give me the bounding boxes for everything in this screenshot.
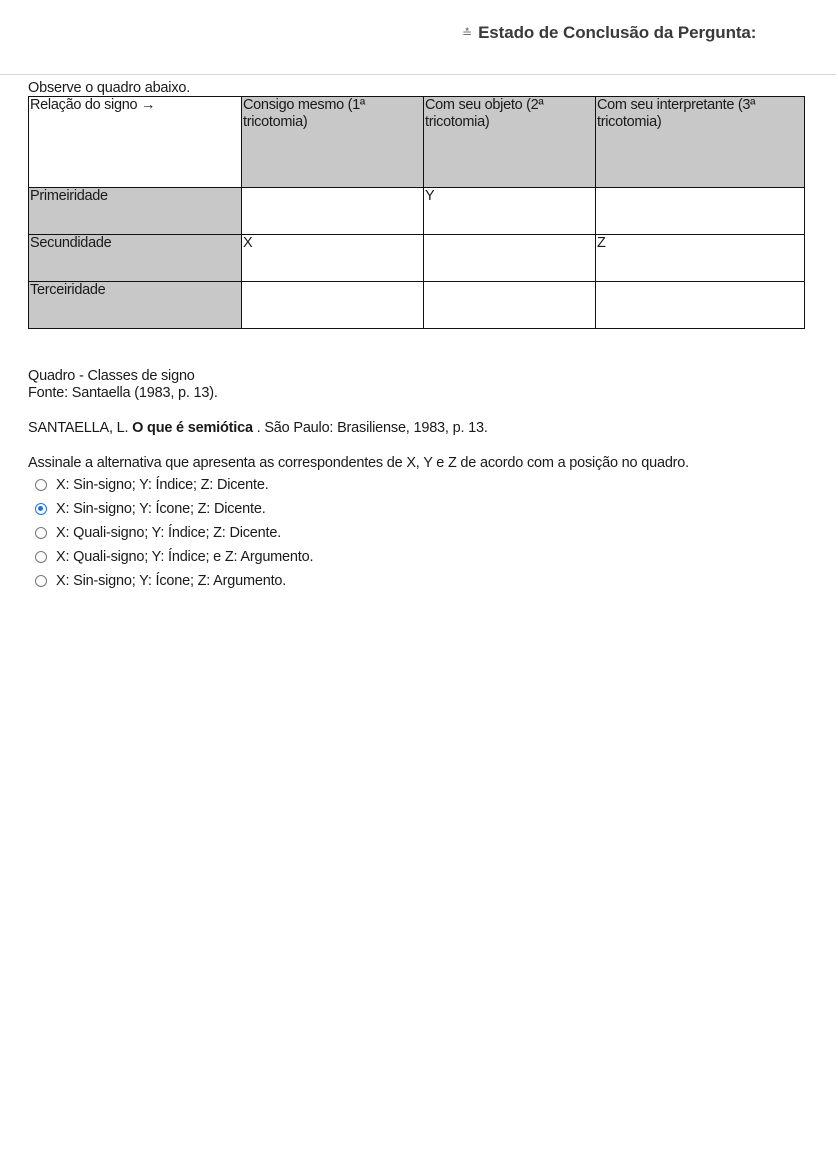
answer-option-label: X: Sin-signo; Y: Índice; Z: Dicente. xyxy=(56,477,269,493)
reference-title: O que é semiótica xyxy=(132,420,253,436)
table-cell xyxy=(242,282,424,329)
table-cell xyxy=(424,235,596,282)
caption-title: Quadro - Classes de signo xyxy=(28,368,195,384)
table-cell xyxy=(424,282,596,329)
question-intro: Observe o quadro abaixo. xyxy=(28,80,191,96)
radio-button[interactable] xyxy=(35,527,47,539)
table-caption xyxy=(28,368,808,402)
table-cell: Z xyxy=(596,235,805,282)
table-cell: Y xyxy=(424,188,596,235)
table-row xyxy=(29,282,805,329)
answer-options xyxy=(28,473,808,593)
table-row xyxy=(29,188,805,235)
answer-option[interactable] xyxy=(28,569,808,593)
table-cell xyxy=(596,188,805,235)
radio-button[interactable] xyxy=(35,575,47,587)
table-header-cell: Com seu objeto (2ª tricotomia) xyxy=(424,97,596,188)
table-header-cell: Consigo mesmo (1ª tricotomia) xyxy=(242,97,424,188)
answer-option-label: X: Sin-signo; Y: Ícone; Z: Argumento. xyxy=(56,573,287,589)
question-prompt: Assinale a alternativa que apresenta as correspondentes de X, Y e Z de acordo com a posição no quadro. xyxy=(28,455,690,471)
table-cell xyxy=(596,282,805,329)
answer-option[interactable] xyxy=(28,473,808,497)
table-row-label: Secundidade xyxy=(29,235,242,282)
reference-author: SANTAELLA, L. xyxy=(28,420,133,436)
answer-option-label: X: Quali-signo; Y: Índice; e Z: Argumento. xyxy=(56,549,314,565)
completion-status-label: Estado de Conclusão da Pergunta: xyxy=(478,23,757,42)
table-header-cell: Com seu interpretante (3ª tricotomia) xyxy=(596,97,805,188)
table-row xyxy=(29,235,805,282)
reference-publisher: . São Paulo: Brasiliense, 1983, p. 13. xyxy=(252,420,488,436)
radio-button[interactable] xyxy=(35,551,47,563)
table-row-label: Terceiridade xyxy=(29,282,242,329)
answer-option-label: X: Sin-signo; Y: Ícone; Z: Dicente. xyxy=(56,501,266,517)
completion-status-toggle[interactable] xyxy=(462,23,756,43)
signs-table xyxy=(28,96,805,329)
caption-source: Fonte: Santaella (1983, p. 13). xyxy=(28,385,218,401)
table-cell: X xyxy=(242,235,424,282)
answer-option[interactable] xyxy=(28,545,808,569)
table-header-cell: Relação do signo → xyxy=(29,97,242,188)
question-header xyxy=(0,0,836,75)
table-row-label: Primeiridade xyxy=(29,188,242,235)
answer-option[interactable] xyxy=(28,497,808,521)
answer-option[interactable] xyxy=(28,521,808,545)
answer-option-label: X: Quali-signo; Y: Índice; Z: Dicente. xyxy=(56,525,282,541)
bibliographic-reference xyxy=(28,420,808,437)
radio-button-selected[interactable] xyxy=(35,503,47,515)
double-chevron-down-icon: ≛ xyxy=(462,26,473,40)
table-header-row xyxy=(29,97,805,188)
table-cell xyxy=(242,188,424,235)
question-content xyxy=(28,80,808,593)
radio-button[interactable] xyxy=(35,479,47,491)
